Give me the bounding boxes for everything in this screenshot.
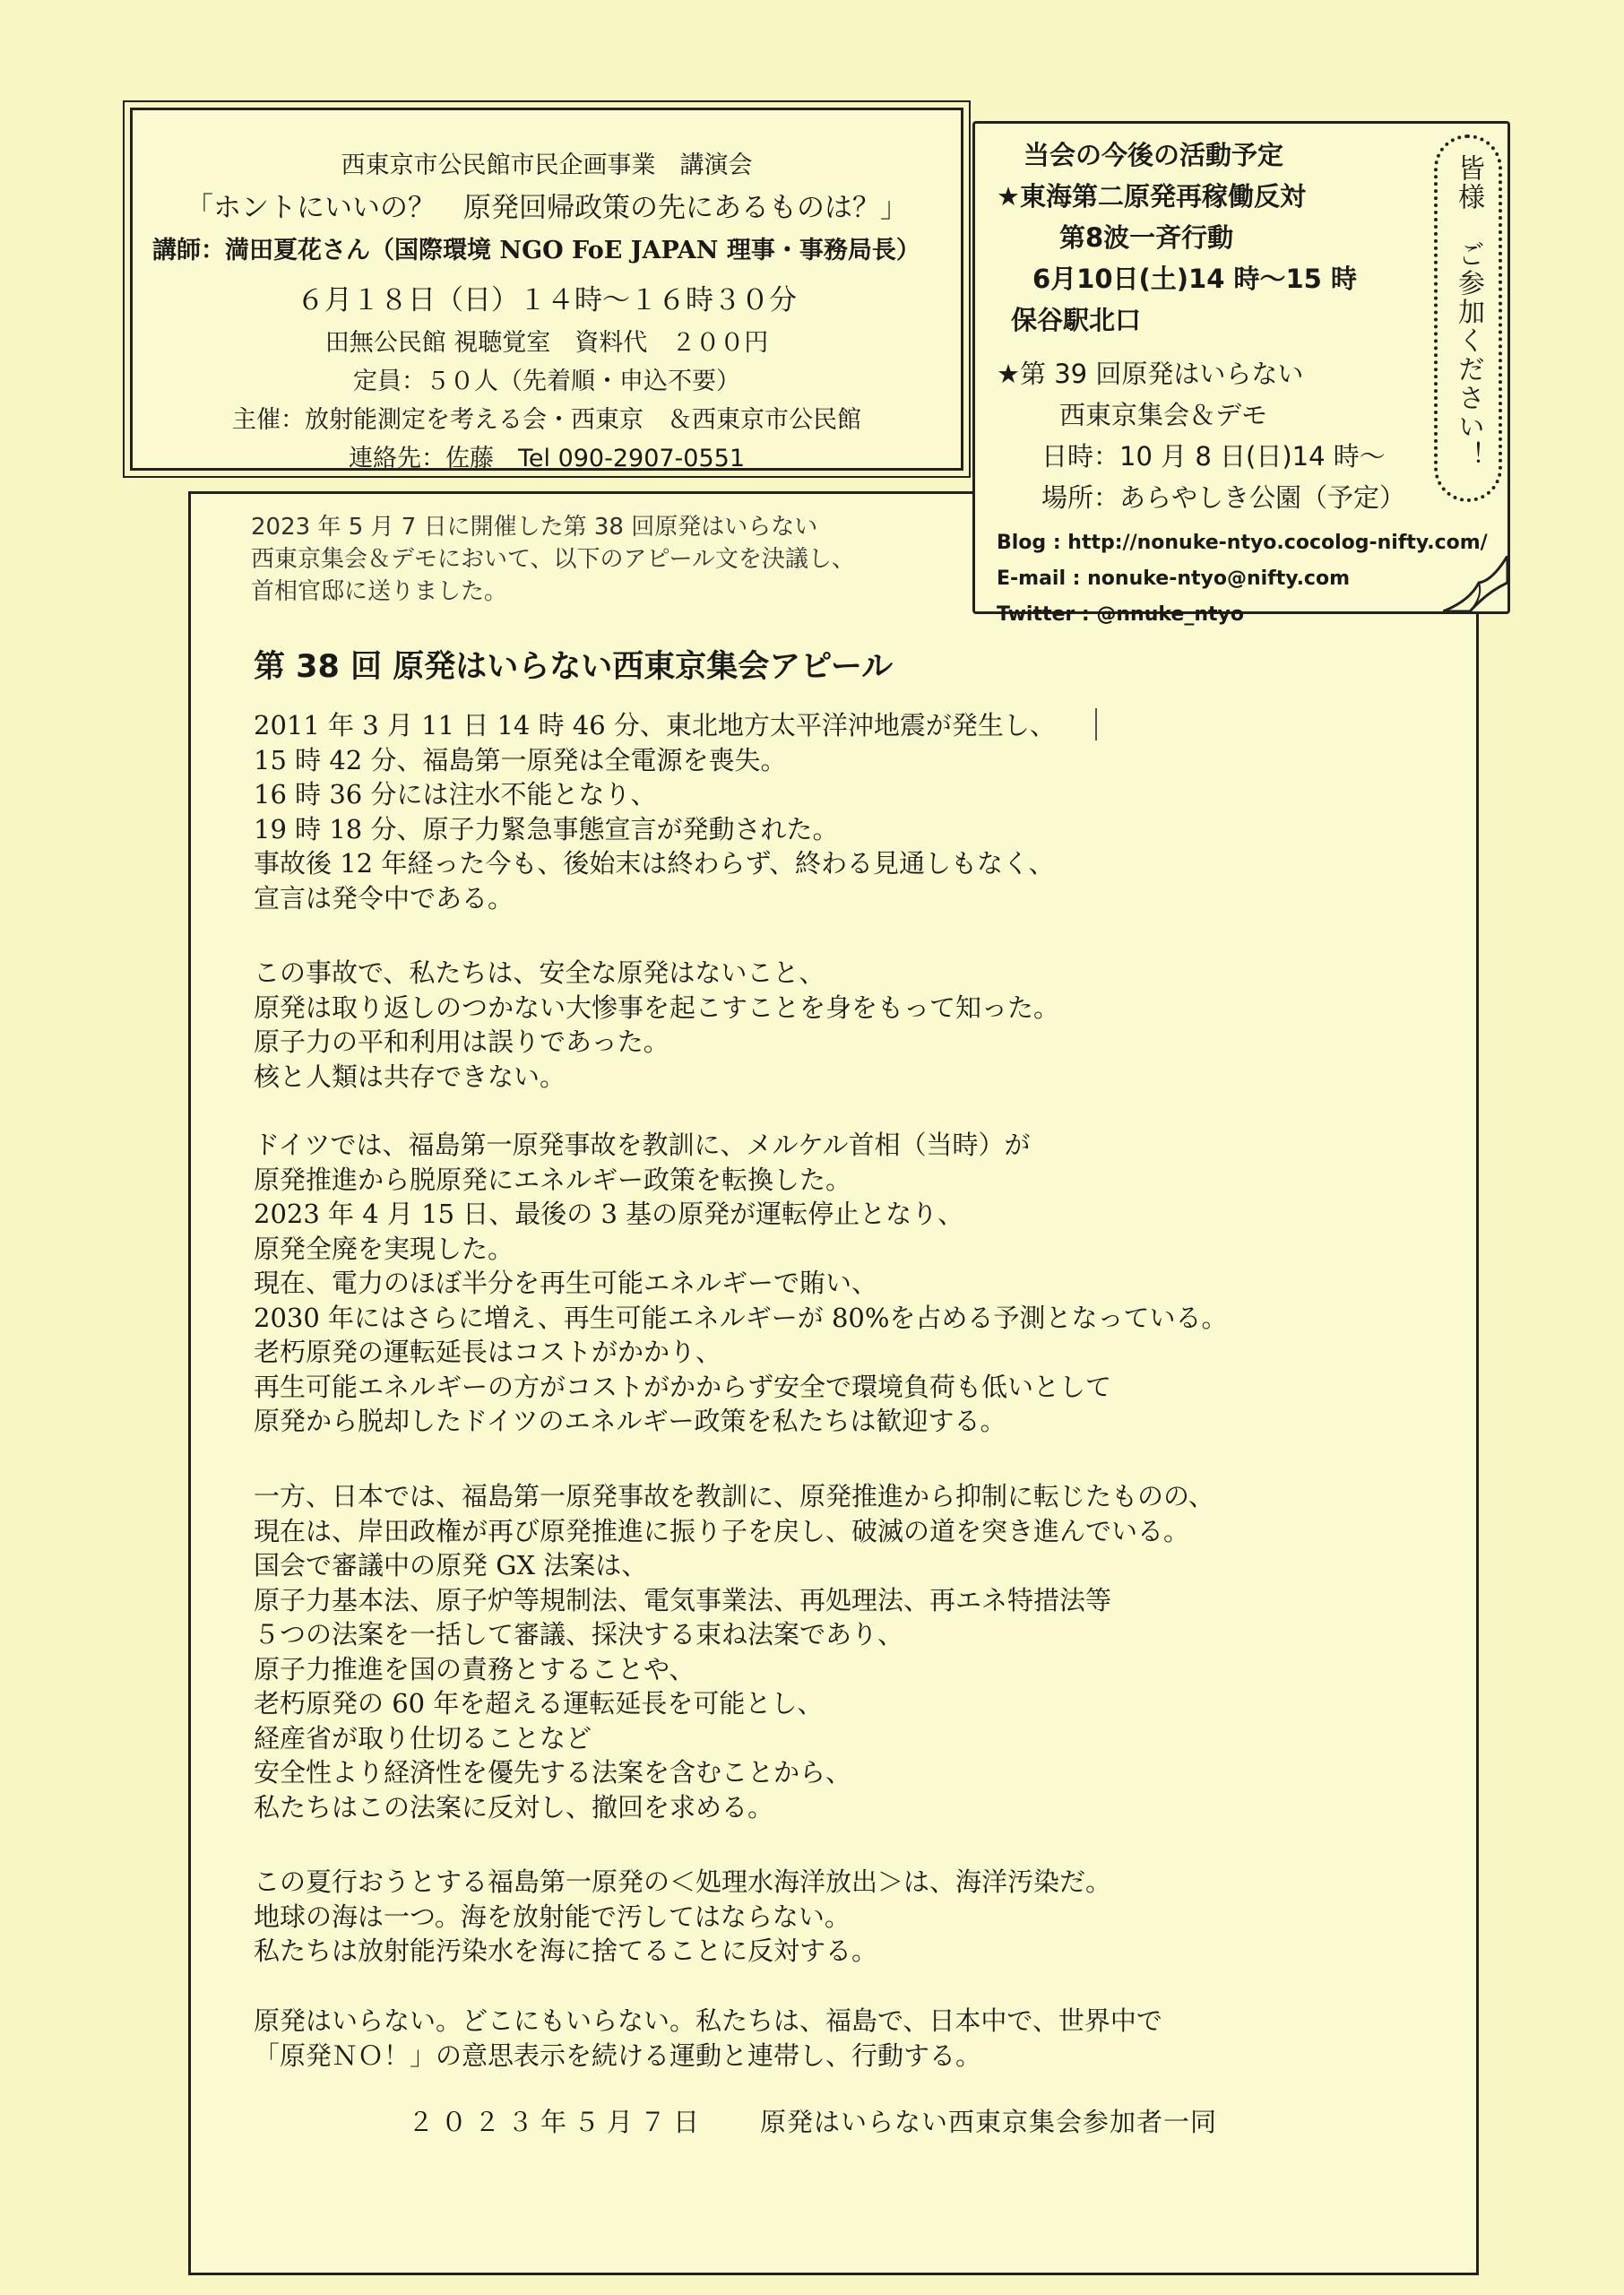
paragraph-line: 一方、日本では、福島第一原発事故を教訓に、原発推進から抑制に転じたものの、 [254,1481,1214,1511]
schedule-item1-datetime: 6月10日(土)14 時～15 時 [1032,264,1357,294]
paragraph-line: 原発から脱却したドイツのエネルギー政策を私たちは歓迎する。 [254,1406,1006,1436]
paragraph-line: 原子力の平和利用は誤りであった。 [254,1026,669,1057]
schedule-item2-datetime: 日時：10 月 8 日(日)14 時～ [1041,441,1386,472]
paragraph-line: 2011 年 3 月 11 日 14 時 46 分、東北地方太平洋沖地震が発生し、 [254,710,1056,740]
paragraph-line: この夏行おうとする福島第一原発の＜処理水海洋放出＞は、海洋汚染だ。 [254,1866,1112,1897]
paragraph-line: 原発推進から脱原発にエネルギー政策を転換した。 [254,1164,852,1195]
paragraph-line: 「原発ＮＯ！」の意思表示を続ける運動と連帯し、行動する。 [254,2040,982,2071]
paragraph-line: 私たちは放射能汚染水を海に捨てることに反対する。 [254,1936,878,1966]
blog-link[interactable]: Blog : http://nonuke-ntyo.cocolog-nifty.com/ [997,532,1488,554]
appeal-paragraph-6 [254,2004,1162,2073]
appeal-paragraph-2 [254,956,1059,1094]
schedule-item1-subtitle: 第8波一斉行動 [1059,222,1234,253]
paragraph-line: 地球の海は一つ。海を放射能で汚してはならない。 [254,1901,851,1932]
appeal-title: 第 38 回 原発はいらない西東京集会アピール [254,649,894,685]
appeal-paragraph-3 [254,1128,1227,1439]
lecture-contact: 連絡先：佐藤 Tel 090-2907-0551 [348,445,746,472]
signature-by: 原発はいらない西東京集会参加者一同 [760,2107,1218,2137]
paragraph-line: 安全性より経済性を優先する法案を含むことから、 [254,1757,852,1788]
intro-line: 首相官邸に送りました。 [251,578,508,605]
appeal-paragraph-4 [254,1479,1214,1824]
paragraph-line: 老朽原発の 60 年を超える運転延長を可能とし、 [254,1688,824,1719]
schedule-item2-place: 場所：あらやしき公園（予定） [1041,482,1406,513]
paragraph-line: 経産省が取り仕切ることなど [254,1722,592,1754]
schedule-item1-place: 保谷駅北口 [1011,305,1142,335]
twitter-link[interactable]: Twitter : @nnuke_ntyo [997,603,1244,626]
schedule-box [972,121,1510,626]
intro-line: 2023 年 5 月 7 日に開催した第 38 回原発はいらない [251,514,818,541]
paragraph-line: 原子力基本法、原子炉等規制法、電気事業法、再処理法、再エネ特措法等 [254,1584,1112,1615]
paragraph-line: 原発全廃を実現した。 [254,1233,514,1264]
lecture-date: ６月１８日（日）１４時～１６時３０分 [297,284,797,316]
invitation-text: 皆様 ご参加ください！ [1453,154,1484,470]
paragraph-line: 私たちはこの法案に反対し、撤回を求める。 [254,1791,774,1823]
paragraph-line: 核と人類は共存できない。 [254,1061,566,1092]
appeal-paragraph-1 [254,708,1056,915]
paragraph-line: 現在、電力のほぼ半分を再生可能エネルギーで賄い、 [254,1268,878,1298]
paragraph-line: 国会で審議中の原発 GX 法案は、 [254,1550,648,1581]
lecture-speaker: 講師：満田夏花さん（国際環境 NGO FoE JAPAN 理事・事務局長） [152,237,920,264]
paragraph-line: 宣言は発令中である。 [254,882,514,914]
appeal-signature [408,2102,1217,2139]
page-curl-icon [1443,556,1507,611]
appeal-paragraph-5 [254,1865,1111,1969]
text-cursor [1095,708,1097,740]
paragraph-line: 2030 年にはさらに増え、再生可能エネルギーが 80%を占める予測となっている。 [254,1302,1228,1333]
lecture-capacity: 定員：５０人（先着順・申込不要） [353,368,740,395]
paragraph-line: ドイツでは、福島第一原発事故を教訓に、メルケル首相（当時）が [254,1130,1031,1160]
paragraph-line: 19 時 18 分、原子力緊急事態宣言が発動された。 [254,813,839,844]
lecture-organizer: 主催：放射能測定を考える会・西東京 ＆西東京市公民館 [232,406,861,434]
schedule-item1-title: ★東海第二原発再稼働反対 [997,181,1306,212]
paragraph-line: 事故後 12 年経った今も、後始末は終わらず、終わる見通しもなく、 [254,848,1055,879]
paragraph-line: 原発は取り返しのつかない大惨事を起こすことを身をもって知った。 [254,992,1060,1023]
paragraph-line: 原子力推進を国の責務とすることや、 [254,1653,695,1684]
paragraph-line: この事故で、私たちは、安全な原発はないこと、 [254,957,825,988]
schedule-item2-subtitle: 西東京集会＆デモ [1059,400,1268,430]
email-link[interactable]: E-mail : nonuke-ntyo@nifty.com [997,567,1351,590]
appeal-intro [251,511,986,608]
paragraph-line: 再生可能エネルギーの方がコストがかからず安全で環境負荷も低いとして [254,1371,1112,1402]
paragraph-line: 2023 年 4 月 15 日、最後の 3 基の原発が運転停止となり、 [254,1199,964,1229]
intro-line: 西東京集会＆デモにおいて、以下のアピール文を決議し、 [251,546,855,573]
lecture-line-1: 西東京市公民館市民企画事業 講演会 [341,152,753,179]
schedule-item2-title: ★第 39 回原発はいらない [997,359,1304,389]
paragraph-line: 現在は、岸田政権が再び原発推進に振り子を戻し、破滅の道を突き進んでいる。 [254,1515,1190,1546]
paragraph-line: 16 時 36 分には注水不能となり、 [254,779,657,810]
schedule-heading: 当会の今後の活動予定 [1024,140,1284,170]
lecture-venue: 田無公民館 視聴覚室 資料代 ２００円 [324,329,769,357]
paragraph-line: 老朽原発の運転延長はコストがかかり、 [254,1337,722,1367]
paragraph-line: 15 時 42 分、福島第一原発は全電源を喪失。 [254,744,787,775]
lecture-line-2: 「ホントにいいの？ 原発回帰政策の先にあるものは？」 [186,192,908,224]
signature-date: ２０２３年５月７日 [408,2107,707,2137]
paragraph-line: 原発はいらない。どこにもいらない。私たちは、福島で、日本中で、世界中で [254,2005,1162,2036]
lecture-announcement-box [130,108,963,471]
paragraph-line: ５つの法案を一括して審議、採決する束ね法案であり、 [254,1619,904,1650]
